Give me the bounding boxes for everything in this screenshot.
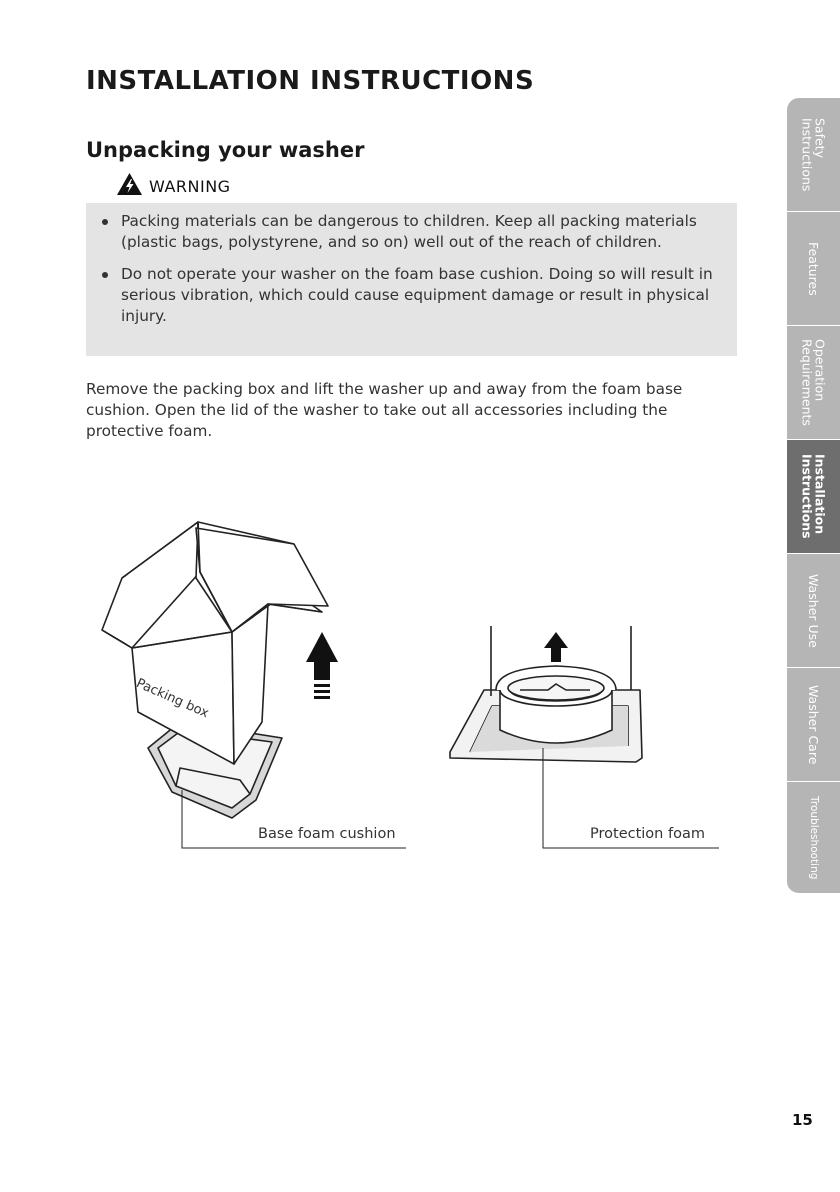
tab-label: Washer Care	[806, 684, 821, 765]
warning-label: WARNING	[149, 176, 231, 196]
packing-box-text: Packing box	[133, 676, 211, 722]
page-number: 15	[792, 1111, 813, 1129]
instruction-paragraph: Remove the packing box and lift the washer up and away from the foam base cushion. Open the lid of the washer to take out all accessories including the protective foam.	[86, 380, 683, 440]
tab-label: Installation Instructions	[799, 454, 828, 539]
tab-safety-instructions[interactable]	[787, 98, 840, 212]
tab-label: Safety Instructions	[799, 117, 828, 192]
warning-item: Packing materials can be dangerous to children. Keep all packing materials (plastic bags, polystyrene, and so on) well out of the reach of children.	[100, 211, 723, 253]
section-tabs	[787, 98, 840, 894]
tab-washer-care[interactable]	[787, 668, 840, 782]
tab-washer-use[interactable]	[787, 554, 840, 668]
tab-features[interactable]	[787, 212, 840, 326]
protection-foam-label: Protection foam	[590, 826, 705, 842]
tab-label: Troubleshooting	[808, 795, 820, 880]
page-title: INSTALLATION INSTRUCTIONS	[86, 66, 535, 96]
tab-label: Operation Requirements	[799, 339, 828, 426]
tab-label: Washer Use	[806, 573, 821, 648]
tab-label: Features	[806, 241, 821, 296]
tab-troubleshooting[interactable]	[787, 782, 840, 894]
warning-item: Do not operate your washer on the foam base cushion. Doing so will result in serious vibration, which could cause equipment damage or result in physical injury.	[100, 264, 723, 327]
base-foam-label: Base foam cushion	[258, 826, 396, 842]
tab-installation-instructions[interactable]	[787, 440, 840, 554]
tab-operation-requirements[interactable]	[787, 326, 840, 440]
section-title: Unpacking your washer	[86, 138, 365, 162]
